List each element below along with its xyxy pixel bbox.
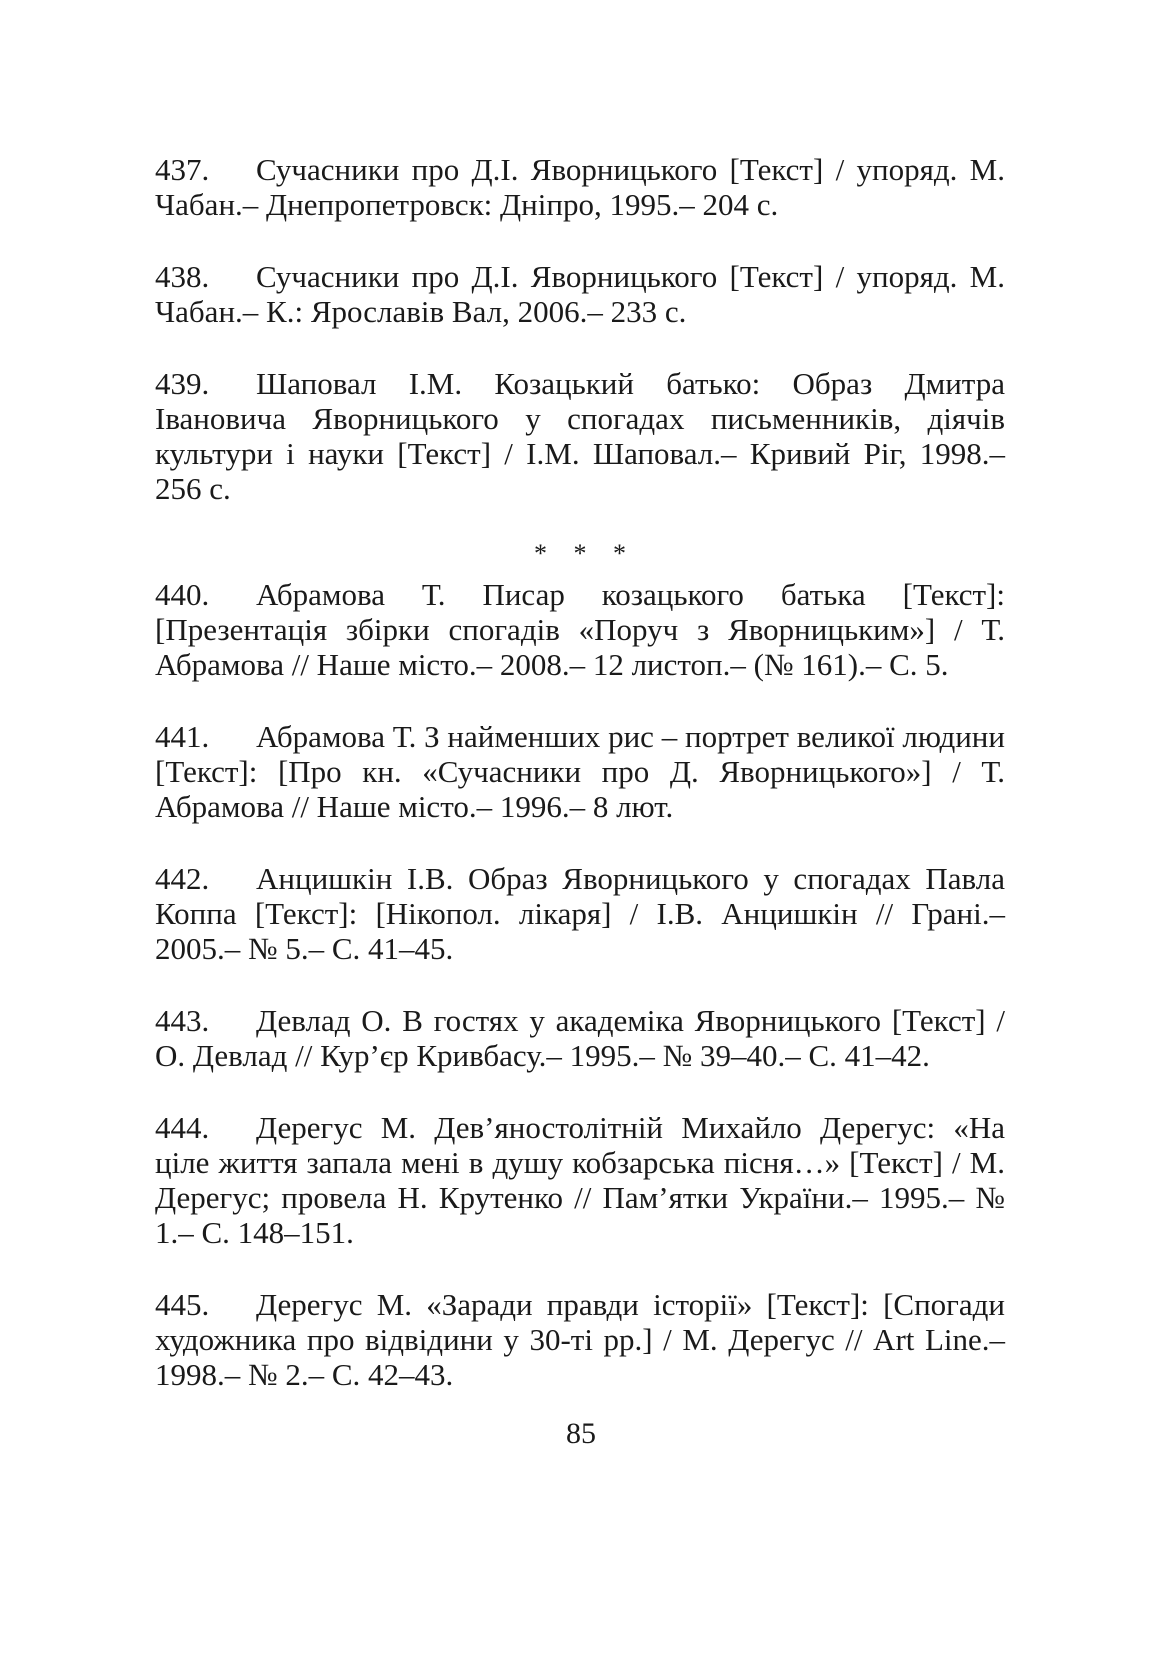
entry-text: Девлад О. В гостях у академіка Яворницького [Текст] / О. Девлад // Кур’єр Кривбасу.– 1995.– № 39–40.– С. 41–42. — [155, 1003, 1005, 1073]
bibliography-entry-444 — [155, 1110, 1005, 1250]
entry-number: 438. — [155, 259, 210, 294]
entry-text: Анцишкін І.В. Образ Яворницького у спогадах Павла Коппа [Текст]: [Нікопол. лікаря] / І.В. Анцишкін // Грані.– 2005.– № 5.– С. 41–45. — [155, 861, 1005, 966]
bibliography-entry-445 — [155, 1287, 1005, 1392]
entry-number: 444. — [155, 1110, 210, 1145]
entry-text: Сучасники про Д.І. Яворницького [Текст] / упоряд. М. Чабан.– Днепропетровск: Дніпро, 1995.– 204 с. — [155, 152, 1005, 222]
bibliography-entry-443 — [155, 1003, 1005, 1073]
entry-number: 439. — [155, 366, 210, 401]
entry-text: Дерегус М. «Заради правди історії» [Текст]: [Спогади художника про відвідини у 30-ті рр.] / М. Дерегус // Art Line.– 1998.– № 2.– С. 42–43. — [155, 1287, 1005, 1392]
bibliography-entry-440 — [155, 577, 1005, 682]
page-number: 85 — [566, 1417, 596, 1450]
entry-number: 437. — [155, 152, 210, 187]
bibliography-entry-437 — [155, 152, 1005, 222]
entry-text: Абрамова Т. З найменших рис – портрет великої людини [Текст]: [Про кн. «Сучасники про Д. Яворницького»] / Т. Абрамова // Наше місто.– 1996.– 8 лют. — [155, 719, 1005, 824]
bibliography-entry-441 — [155, 719, 1005, 824]
entry-number: 443. — [155, 1003, 210, 1038]
entry-number: 442. — [155, 861, 210, 896]
entry-number: 445. — [155, 1287, 210, 1322]
entry-text: Сучасники про Д.І. Яворницького [Текст] / упоряд. М. Чабан.– К.: Ярославів Вал, 2006.– 233 с. — [155, 259, 1005, 329]
entry-text: Абрамова Т. Писар козацького батька [Текст]: [Презентація збірки спогадів «Поруч з Яворницьким»] / Т. Абрамова // Наше місто.– 2008.– 12 листоп.– (№ 161).– С. 5. — [155, 577, 1005, 682]
bibliography-entry-442 — [155, 861, 1005, 966]
bibliography-entry-439 — [155, 366, 1005, 506]
bibliography-page — [155, 152, 1005, 1429]
entry-number: 441. — [155, 719, 210, 754]
entry-number: 440. — [155, 577, 210, 612]
entry-text: Дерегус М. Дев’яностолітній Михайло Дерегус: «На ціле життя запала мені в душу кобзарська пісня…» [Текст] / М. Дерегус; провела Н. Крутенко // Пам’ятки України.– 1995.– № 1.– С. 148–151. — [155, 1110, 1005, 1250]
entry-text: Шаповал І.М. Козацький батько: Образ Дмитра Івановича Яворницького у спогадах письменників, діячів культури і науки [Текст] / І.М. Шаповал.– Кривий Ріг, 1998.– 256 с. — [155, 366, 1005, 506]
section-separator: * * * — [534, 539, 636, 568]
bibliography-entry-438 — [155, 259, 1005, 329]
